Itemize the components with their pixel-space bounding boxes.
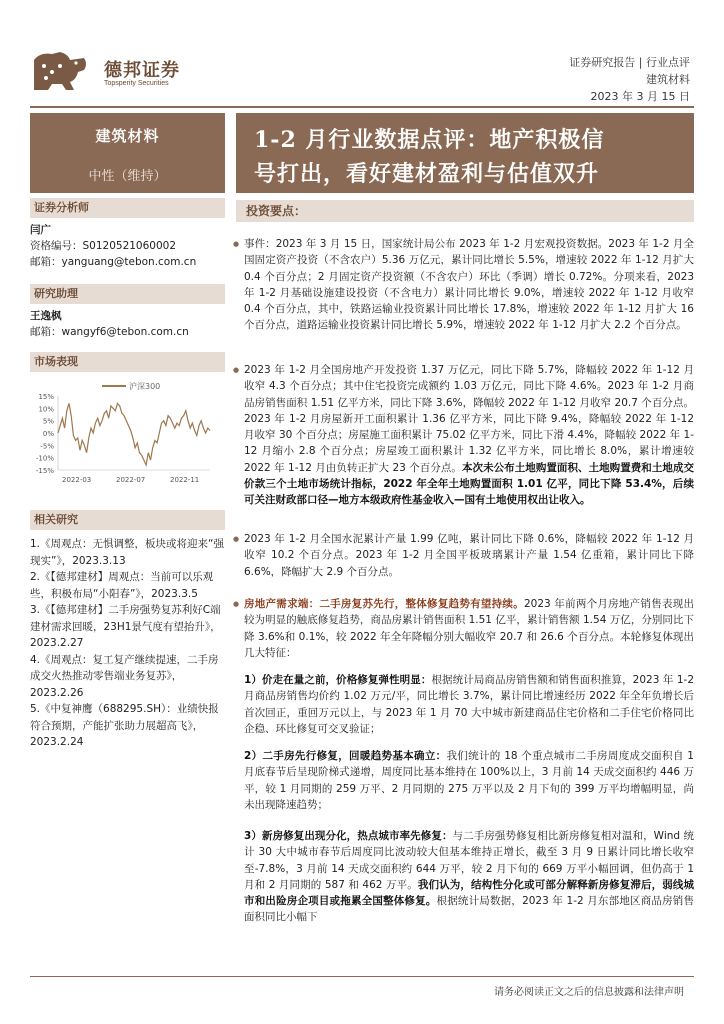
leopard-logo-icon — [30, 50, 90, 96]
industry-rating-box — [30, 113, 225, 193]
analyst-heading: 证券分析师 — [30, 198, 225, 218]
assistant-name: 王逸枫 — [30, 310, 62, 322]
y-tick-label: 0% — [42, 430, 54, 438]
related-item[interactable]: 4.《周观点：复工复产继续提速，二手房成交火热推动零售端业务复苏》，2023.2.26 — [30, 653, 219, 699]
assistant-block — [30, 308, 230, 340]
paragraph-text: 我们统计的 18 个重点城市二手房周度成交面积自 1 月底春节后呈现阶梯式递增，周度同比基本维持在 100%以上，3 月前 14 天成交面积约 446 万平，较 1 月同期的 259 万平、2 月同期的 275 万平以及 2 月下旬的 399 万平均增幅明显，尚未出现降速趋势； — [244, 750, 694, 811]
series-line-hs300 — [58, 403, 210, 465]
paragraph-text: 事件：2023 年 3 月 15 日，国家统计局公布 2023 年 1-2 月宏观投资数据。2023 年 1-2 月全国固定资产投资（不含农户）5.36 万亿元，累计同比增长 5.5%，增速较 2022 年 1-12 月扩大 0.4 个百分点；2 月固定资产投资额（不含农户）环比（季调）增长 0.72%。分项来看，2023 年 1-2 月基础设施建设投资（不含电力）累计同比增长 9.0%，增速较 2022 年 1-12 月收窄 0.4 个百分点，其中，铁路运输业投资累计同比增长 17.8%，增速较 2022 年 1-12 月扩大 16 个百分点，道路运输业投资累计同比增长 5.9%，增速较 2022 年 1-12 月扩大 2.2 个百分点。 — [244, 238, 694, 332]
header-divider — [30, 106, 694, 108]
paragraph-text: 根据统计局数据，2023 年 1-2 月东部地区商品房销售面积同比小幅下 — [244, 895, 694, 924]
y-tick-label: -5% — [40, 442, 54, 451]
footer-divider — [30, 976, 694, 977]
paragraph-demand — [244, 596, 694, 661]
paragraph-lead: 1）价走在量之前，价格修复弹性明显： — [244, 674, 432, 686]
report-title-line2: 号打出，看好建材盈利与估值双升 — [254, 161, 600, 187]
related-item[interactable]: 3.《【德邦建材】二手房强势复苏利好C端建材需求回暖，23H1景气度有望抬升》，2023.2.27 — [30, 604, 221, 649]
paragraph-materials-output — [244, 531, 694, 580]
paragraph-lead: 房地产需求端：二手房复苏先行，整体修复趋势有望持续。 — [244, 598, 524, 610]
paragraph-bold-text: 我们认为，结构性分化或可部分解释新房修复滞后，弱线城市和出险房企项目或拖累全国整体修复。 — [244, 878, 694, 908]
report-title-box — [236, 113, 694, 193]
report-industry: 建筑材料 — [646, 73, 690, 86]
x-tick-label: 2022-03 — [62, 476, 92, 484]
paragraph-lead: 3）新房修复出现分化，热点城市率先修复： — [244, 830, 453, 842]
paragraph-feature-1 — [244, 672, 694, 737]
industry-name: 建筑材料 — [95, 127, 160, 145]
brand-name-cn: 德邦证券 — [104, 60, 180, 81]
analyst-block — [30, 222, 230, 270]
paragraph-text: 2023 年 1-2 月全国水泥累计产量 1.99 亿吨，累计同比下降 0.6%，降幅较 2022 年 1-12 月收窄 10.2 个百分点。2023 年 1-2 月全国平板玻璃累计产量 1.54 亿重箱，累计同比下降 6.6%，降幅扩大 2.9 个百分点。 — [244, 533, 694, 578]
related-research-list — [30, 536, 228, 751]
y-tick-label: -10% — [35, 454, 54, 463]
report-meta — [569, 54, 690, 105]
paragraph-event — [244, 236, 694, 334]
related-item[interactable]: 5.《中复神鹰（688295.SH）：业绩快报符合预期，产能扩张助力展超高飞》，2023.2.24 — [30, 703, 219, 748]
investment-points-heading: 投资要点： — [236, 200, 694, 222]
market-heading: 市场表现 — [30, 352, 225, 372]
y-tick-label: 10% — [38, 405, 54, 414]
brand-name-en: Topsperity Securities — [104, 80, 169, 87]
related-heading: 相关研究 — [30, 510, 225, 530]
related-item[interactable]: 2.《【德邦建材】周观点：当前可以乐观些，积极布局“小阳春”》，2023.3.5 — [30, 571, 214, 600]
analyst-email: 邮箱：yanguang@tebon.com.cn — [30, 256, 197, 268]
paragraph-feature-2 — [244, 748, 694, 813]
report-type: 证券研究报告 | 行业点评 — [569, 56, 690, 69]
paragraph-feature-3 — [244, 828, 694, 926]
paragraph-text: 根据统计局商品房销售额和销售面积推算，2023 年 1-2 月商品房销售均价约 1.02 万元/平，同比增长 3.7%，累计同比增速经历 2022 年全年负增长后首次回正，重回万元以上，与 2023 年 1 月 70 大中城市新建商品住宅价格和二手住宅价格同比企稳、环比修复可交叉验证； — [244, 674, 695, 735]
y-tick-label: 15% — [38, 393, 54, 401]
x-tick-label: 2022-07 — [116, 476, 146, 484]
legend-label: 沪深300 — [129, 382, 161, 391]
report-title-line1: 1-2 月行业数据点评：地产积极信 — [254, 127, 605, 153]
y-tick-label: 5% — [42, 417, 54, 426]
analyst-cert: 资格编号：S0120521060002 — [30, 240, 177, 252]
paragraph-lead: 2）二手房先行修复，回暖趋势基本确立： — [244, 750, 447, 762]
y-tick-label: -15% — [35, 467, 54, 475]
report-date: 2023 年 3 月 15 日 — [590, 90, 690, 103]
paragraph-text: 2023 年前两个月房地产销售表现出较为明显的触底修复趋势，商品房累计销售面积 1.51 亿平，累计销售额 1.54 万亿，分别同比下降 3.6%和 0.1%，较 2022 年全年降幅分别大幅收窄 20.7 和 26.6 个百分点。本轮修复体现出几大特征： — [244, 598, 695, 659]
rating-text: 中性（维持） — [88, 169, 167, 184]
footer-notice: 请务必阅读正文之后的信息披露和法律声明 — [494, 987, 684, 998]
analyst-name: 闫广 — [30, 224, 51, 236]
x-tick-label: 2022-11 — [170, 476, 200, 484]
related-item[interactable]: 1.《周观点：无惧调整，板块或将迎来“强现实”》，2023.3.13 — [30, 538, 224, 567]
assistant-heading: 研究助理 — [30, 284, 225, 304]
paragraph-text: 2023 年 1-2 月全国房地产开发投资 1.37 万亿元，同比下降 5.7%，降幅较 2022 年 1-12 月收窄 4.3 个百分点；其中住宅投资完成额约 1.03 万亿元，同比下降 4.6%。2023 年 1-2 月商品房销售面积 1.51 亿平方米，同比下降 3.6%，降幅较 2022 年 1-12 月收窄 20.7 个百分点。2023 年 1-2 月房屋新开工面积累计 1.36 亿平方米，同比下降 9.4%，降幅较 2022 年 1-12 月收窄 30 个百分点；房屋施工面积累计 75.02 亿平方米，同比下滑 4.4%，降幅较 2022 年 1-12 月缩小 2.8 个百分点；房屋竣工面积累计 1.32 亿平方米，同比增长 8.0%，累计增速较 2022 年 1-12 月由负转正扩大 23 个百分点。 — [244, 364, 694, 474]
paragraph-real-estate — [244, 362, 694, 509]
brand-logo — [30, 50, 190, 96]
paragraph-text: 与二手房强势修复相比新房修复相对温和，Wind 统计 30 大中城市春节后周度同比波动较大但基本维持正增长，截至 3 月 9 日累计同比增长收窄至-7.8%，3 月前 14 天成交面积约 644 万平，较 2 月下旬的 669 万平小幅回调，但仍高于 1 月和 2 月同期的 587 和 462 万平。 — [244, 830, 694, 891]
assistant-email: 邮箱：wangyf6@tebon.com.cn — [30, 326, 189, 338]
paragraph-bold-text: 本次未公布土地购置面积、土地购置费和土地成交价款三个土地市场统计指标，2022 年全年土地购置面积 1.01 亿平，同比下降 53.4%，后续可关注财政部口径—地方本级政府性基金收入—国有土地使用权出让收入。 — [244, 461, 695, 507]
market-performance-chart — [30, 378, 225, 490]
